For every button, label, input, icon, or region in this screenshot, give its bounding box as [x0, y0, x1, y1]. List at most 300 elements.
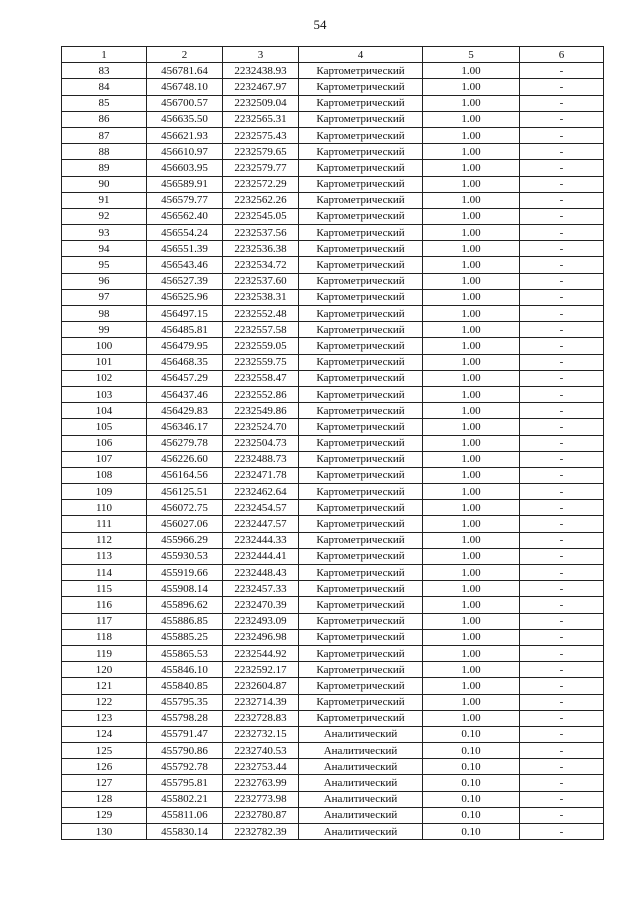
point-number-cell: 121	[62, 678, 147, 694]
x-coordinate-cell: 456497.15	[147, 306, 223, 322]
point-number-cell: 102	[62, 370, 147, 386]
note-cell: -	[520, 694, 604, 710]
accuracy-cell: 1.00	[423, 662, 520, 678]
header-cell-col-4: 4	[299, 47, 423, 63]
note-cell: -	[520, 289, 604, 305]
accuracy-cell: 1.00	[423, 306, 520, 322]
note-cell: -	[520, 192, 604, 208]
table-row	[62, 759, 604, 775]
accuracy-cell: 0.10	[423, 807, 520, 823]
note-cell: -	[520, 306, 604, 322]
x-coordinate-cell: 456279.78	[147, 435, 223, 451]
method-cell: Картометрический	[299, 403, 423, 419]
point-number-cell: 117	[62, 613, 147, 629]
y-coordinate-cell: 2232579.65	[223, 144, 299, 160]
y-coordinate-cell: 2232572.29	[223, 176, 299, 192]
table-row	[62, 63, 604, 79]
table-row	[62, 338, 604, 354]
point-number-cell: 105	[62, 419, 147, 435]
accuracy-cell: 1.00	[423, 79, 520, 95]
point-number-cell: 96	[62, 273, 147, 289]
table-row	[62, 79, 604, 95]
accuracy-cell: 0.10	[423, 759, 520, 775]
method-cell: Картометрический	[299, 662, 423, 678]
x-coordinate-cell: 456551.39	[147, 241, 223, 257]
method-cell: Картометрический	[299, 451, 423, 467]
y-coordinate-cell: 2232575.43	[223, 127, 299, 143]
accuracy-cell: 1.00	[423, 645, 520, 661]
point-number-cell: 99	[62, 322, 147, 338]
y-coordinate-cell: 2232448.43	[223, 565, 299, 581]
table-row	[62, 386, 604, 402]
table-row	[62, 127, 604, 143]
y-coordinate-cell: 2232559.75	[223, 354, 299, 370]
x-coordinate-cell: 456700.57	[147, 95, 223, 111]
point-number-cell: 114	[62, 565, 147, 581]
note-cell: -	[520, 322, 604, 338]
y-coordinate-cell: 2232536.38	[223, 241, 299, 257]
accuracy-cell: 1.00	[423, 111, 520, 127]
accuracy-cell: 0.10	[423, 726, 520, 742]
point-number-cell: 110	[62, 500, 147, 516]
y-coordinate-cell: 2232763.99	[223, 775, 299, 791]
table-row	[62, 613, 604, 629]
table-row	[62, 532, 604, 548]
accuracy-cell: 1.00	[423, 629, 520, 645]
x-coordinate-cell: 455930.53	[147, 548, 223, 564]
accuracy-cell: 1.00	[423, 435, 520, 451]
table-row	[62, 176, 604, 192]
y-coordinate-cell: 2232544.92	[223, 645, 299, 661]
x-coordinate-cell: 456579.77	[147, 192, 223, 208]
x-coordinate-cell: 455795.81	[147, 775, 223, 791]
accuracy-cell: 1.00	[423, 419, 520, 435]
x-coordinate-cell: 455792.78	[147, 759, 223, 775]
method-cell: Картометрический	[299, 645, 423, 661]
note-cell: -	[520, 759, 604, 775]
y-coordinate-cell: 2232462.64	[223, 484, 299, 500]
x-coordinate-cell: 456125.51	[147, 484, 223, 500]
header-cell-col-2: 2	[147, 47, 223, 63]
point-number-cell: 128	[62, 791, 147, 807]
method-cell: Аналитический	[299, 759, 423, 775]
method-cell: Аналитический	[299, 775, 423, 791]
note-cell: -	[520, 775, 604, 791]
accuracy-cell: 1.00	[423, 451, 520, 467]
method-cell: Картометрический	[299, 629, 423, 645]
x-coordinate-cell: 456527.39	[147, 273, 223, 289]
table-row	[62, 419, 604, 435]
header-cell-col-1: 1	[62, 47, 147, 63]
accuracy-cell: 1.00	[423, 403, 520, 419]
y-coordinate-cell: 2232557.58	[223, 322, 299, 338]
y-coordinate-cell: 2232740.53	[223, 743, 299, 759]
y-coordinate-cell: 2232504.73	[223, 435, 299, 451]
accuracy-cell: 1.00	[423, 273, 520, 289]
accuracy-cell: 1.00	[423, 192, 520, 208]
point-number-cell: 83	[62, 63, 147, 79]
point-number-cell: 100	[62, 338, 147, 354]
method-cell: Картометрический	[299, 241, 423, 257]
accuracy-cell: 1.00	[423, 500, 520, 516]
point-number-cell: 104	[62, 403, 147, 419]
point-number-cell: 127	[62, 775, 147, 791]
y-coordinate-cell: 2232773.98	[223, 791, 299, 807]
method-cell: Картометрический	[299, 516, 423, 532]
note-cell: -	[520, 338, 604, 354]
table-row	[62, 257, 604, 273]
y-coordinate-cell: 2232438.93	[223, 63, 299, 79]
point-number-cell: 122	[62, 694, 147, 710]
method-cell: Картометрический	[299, 176, 423, 192]
accuracy-cell: 1.00	[423, 176, 520, 192]
coordinates-table	[61, 46, 604, 840]
method-cell: Картометрический	[299, 160, 423, 176]
method-cell: Картометрический	[299, 435, 423, 451]
x-coordinate-cell: 456781.64	[147, 63, 223, 79]
method-cell: Аналитический	[299, 743, 423, 759]
table-body	[62, 63, 604, 840]
accuracy-cell: 0.10	[423, 824, 520, 840]
note-cell: -	[520, 565, 604, 581]
note-cell: -	[520, 127, 604, 143]
y-coordinate-cell: 2232537.56	[223, 225, 299, 241]
y-coordinate-cell: 2232545.05	[223, 208, 299, 224]
header-cell-col-3: 3	[223, 47, 299, 63]
method-cell: Картометрический	[299, 257, 423, 273]
method-cell: Картометрический	[299, 597, 423, 613]
accuracy-cell: 0.10	[423, 743, 520, 759]
x-coordinate-cell: 455846.10	[147, 662, 223, 678]
method-cell: Картометрический	[299, 500, 423, 516]
method-cell: Картометрический	[299, 273, 423, 289]
note-cell: -	[520, 273, 604, 289]
table-row	[62, 597, 604, 613]
accuracy-cell: 1.00	[423, 548, 520, 564]
x-coordinate-cell: 455830.14	[147, 824, 223, 840]
accuracy-cell: 1.00	[423, 532, 520, 548]
note-cell: -	[520, 484, 604, 500]
table-row	[62, 548, 604, 564]
point-number-cell: 85	[62, 95, 147, 111]
method-cell: Картометрический	[299, 354, 423, 370]
note-cell: -	[520, 435, 604, 451]
y-coordinate-cell: 2232732.15	[223, 726, 299, 742]
method-cell: Аналитический	[299, 791, 423, 807]
point-number-cell: 101	[62, 354, 147, 370]
point-number-cell: 97	[62, 289, 147, 305]
accuracy-cell: 0.10	[423, 791, 520, 807]
method-cell: Картометрический	[299, 386, 423, 402]
method-cell: Картометрический	[299, 370, 423, 386]
accuracy-cell: 0.10	[423, 775, 520, 791]
point-number-cell: 130	[62, 824, 147, 840]
accuracy-cell: 1.00	[423, 370, 520, 386]
x-coordinate-cell: 456479.95	[147, 338, 223, 354]
y-coordinate-cell: 2232444.41	[223, 548, 299, 564]
method-cell: Картометрический	[299, 79, 423, 95]
note-cell: -	[520, 176, 604, 192]
x-coordinate-cell: 456589.91	[147, 176, 223, 192]
method-cell: Картометрический	[299, 111, 423, 127]
y-coordinate-cell: 2232728.83	[223, 710, 299, 726]
x-coordinate-cell: 456485.81	[147, 322, 223, 338]
method-cell: Картометрический	[299, 322, 423, 338]
x-coordinate-cell: 456437.46	[147, 386, 223, 402]
header-cell-col-5: 5	[423, 47, 520, 63]
x-coordinate-cell: 456525.96	[147, 289, 223, 305]
y-coordinate-cell: 2232467.97	[223, 79, 299, 95]
method-cell: Картометрический	[299, 127, 423, 143]
y-coordinate-cell: 2232753.44	[223, 759, 299, 775]
point-number-cell: 94	[62, 241, 147, 257]
table-row	[62, 370, 604, 386]
table-row	[62, 306, 604, 322]
method-cell: Картометрический	[299, 208, 423, 224]
x-coordinate-cell: 456072.75	[147, 500, 223, 516]
point-number-cell: 93	[62, 225, 147, 241]
header-row	[62, 47, 604, 63]
table-header	[62, 47, 604, 63]
x-coordinate-cell: 455908.14	[147, 581, 223, 597]
table-row	[62, 354, 604, 370]
x-coordinate-cell: 456603.95	[147, 160, 223, 176]
note-cell: -	[520, 160, 604, 176]
point-number-cell: 107	[62, 451, 147, 467]
page-number: 54	[313, 17, 327, 32]
x-coordinate-cell: 456429.83	[147, 403, 223, 419]
x-coordinate-cell: 455886.85	[147, 613, 223, 629]
note-cell: -	[520, 516, 604, 532]
note-cell: -	[520, 403, 604, 419]
y-coordinate-cell: 2232493.09	[223, 613, 299, 629]
x-coordinate-cell: 456226.60	[147, 451, 223, 467]
y-coordinate-cell: 2232538.31	[223, 289, 299, 305]
table-row	[62, 208, 604, 224]
note-cell: -	[520, 597, 604, 613]
accuracy-cell: 1.00	[423, 613, 520, 629]
table-row	[62, 403, 604, 419]
table-row	[62, 645, 604, 661]
y-coordinate-cell: 2232782.39	[223, 824, 299, 840]
note-cell: -	[520, 354, 604, 370]
point-number-cell: 90	[62, 176, 147, 192]
point-number-cell: 98	[62, 306, 147, 322]
table-row	[62, 581, 604, 597]
x-coordinate-cell: 456457.29	[147, 370, 223, 386]
note-cell: -	[520, 678, 604, 694]
accuracy-cell: 1.00	[423, 257, 520, 273]
table-row	[62, 273, 604, 289]
table-row	[62, 144, 604, 160]
note-cell: -	[520, 726, 604, 742]
x-coordinate-cell: 455811.06	[147, 807, 223, 823]
accuracy-cell: 1.00	[423, 127, 520, 143]
accuracy-cell: 1.00	[423, 63, 520, 79]
method-cell: Картометрический	[299, 419, 423, 435]
point-number-cell: 84	[62, 79, 147, 95]
accuracy-cell: 1.00	[423, 710, 520, 726]
point-number-cell: 125	[62, 743, 147, 759]
point-number-cell: 112	[62, 532, 147, 548]
note-cell: -	[520, 241, 604, 257]
method-cell: Картометрический	[299, 484, 423, 500]
point-number-cell: 124	[62, 726, 147, 742]
point-number-cell: 116	[62, 597, 147, 613]
accuracy-cell: 1.00	[423, 208, 520, 224]
note-cell: -	[520, 63, 604, 79]
accuracy-cell: 1.00	[423, 386, 520, 402]
point-number-cell: 87	[62, 127, 147, 143]
note-cell: -	[520, 500, 604, 516]
table-row	[62, 192, 604, 208]
accuracy-cell: 1.00	[423, 694, 520, 710]
y-coordinate-cell: 2232562.26	[223, 192, 299, 208]
x-coordinate-cell: 456562.40	[147, 208, 223, 224]
x-coordinate-cell: 455966.29	[147, 532, 223, 548]
table-row	[62, 241, 604, 257]
note-cell: -	[520, 208, 604, 224]
accuracy-cell: 1.00	[423, 467, 520, 483]
y-coordinate-cell: 2232470.39	[223, 597, 299, 613]
y-coordinate-cell: 2232565.31	[223, 111, 299, 127]
point-number-cell: 119	[62, 645, 147, 661]
table-row	[62, 743, 604, 759]
note-cell: -	[520, 548, 604, 564]
y-coordinate-cell: 2232454.57	[223, 500, 299, 516]
table-row	[62, 95, 604, 111]
table-row	[62, 807, 604, 823]
table-row	[62, 500, 604, 516]
note-cell: -	[520, 370, 604, 386]
table-row	[62, 678, 604, 694]
method-cell: Картометрический	[299, 338, 423, 354]
y-coordinate-cell: 2232537.60	[223, 273, 299, 289]
x-coordinate-cell: 456635.50	[147, 111, 223, 127]
note-cell: -	[520, 386, 604, 402]
accuracy-cell: 1.00	[423, 160, 520, 176]
table-row	[62, 791, 604, 807]
x-coordinate-cell: 455791.47	[147, 726, 223, 742]
x-coordinate-cell: 456543.46	[147, 257, 223, 273]
accuracy-cell: 1.00	[423, 225, 520, 241]
point-number-cell: 109	[62, 484, 147, 500]
note-cell: -	[520, 79, 604, 95]
accuracy-cell: 1.00	[423, 484, 520, 500]
table-row	[62, 467, 604, 483]
table-row	[62, 726, 604, 742]
note-cell: -	[520, 629, 604, 645]
y-coordinate-cell: 2232524.70	[223, 419, 299, 435]
note-cell: -	[520, 710, 604, 726]
note-cell: -	[520, 532, 604, 548]
point-number-cell: 89	[62, 160, 147, 176]
table-row	[62, 484, 604, 500]
y-coordinate-cell: 2232592.17	[223, 662, 299, 678]
header-cell-col-6: 6	[520, 47, 604, 63]
table-row	[62, 289, 604, 305]
method-cell: Картометрический	[299, 678, 423, 694]
x-coordinate-cell: 456610.97	[147, 144, 223, 160]
table-row	[62, 516, 604, 532]
method-cell: Картометрический	[299, 467, 423, 483]
accuracy-cell: 1.00	[423, 289, 520, 305]
method-cell: Картометрический	[299, 144, 423, 160]
y-coordinate-cell: 2232579.77	[223, 160, 299, 176]
x-coordinate-cell: 455840.85	[147, 678, 223, 694]
note-cell: -	[520, 144, 604, 160]
method-cell: Картометрический	[299, 95, 423, 111]
note-cell: -	[520, 225, 604, 241]
y-coordinate-cell: 2232558.47	[223, 370, 299, 386]
point-number-cell: 120	[62, 662, 147, 678]
method-cell: Аналитический	[299, 824, 423, 840]
note-cell: -	[520, 581, 604, 597]
accuracy-cell: 1.00	[423, 241, 520, 257]
x-coordinate-cell: 456468.35	[147, 354, 223, 370]
x-coordinate-cell: 455795.35	[147, 694, 223, 710]
note-cell: -	[520, 95, 604, 111]
method-cell: Картометрический	[299, 548, 423, 564]
method-cell: Картометрический	[299, 192, 423, 208]
accuracy-cell: 1.00	[423, 338, 520, 354]
y-coordinate-cell: 2232604.87	[223, 678, 299, 694]
point-number-cell: 123	[62, 710, 147, 726]
note-cell: -	[520, 467, 604, 483]
note-cell: -	[520, 807, 604, 823]
table-row	[62, 565, 604, 581]
table-row	[62, 225, 604, 241]
x-coordinate-cell: 456346.17	[147, 419, 223, 435]
table-row	[62, 451, 604, 467]
method-cell: Аналитический	[299, 807, 423, 823]
note-cell: -	[520, 662, 604, 678]
x-coordinate-cell: 455865.53	[147, 645, 223, 661]
accuracy-cell: 1.00	[423, 354, 520, 370]
point-number-cell: 95	[62, 257, 147, 273]
point-number-cell: 86	[62, 111, 147, 127]
accuracy-cell: 1.00	[423, 144, 520, 160]
point-number-cell: 129	[62, 807, 147, 823]
note-cell: -	[520, 824, 604, 840]
table-row	[62, 710, 604, 726]
note-cell: -	[520, 613, 604, 629]
method-cell: Картометрический	[299, 613, 423, 629]
table-row	[62, 322, 604, 338]
note-cell: -	[520, 791, 604, 807]
accuracy-cell: 1.00	[423, 597, 520, 613]
point-number-cell: 103	[62, 386, 147, 402]
y-coordinate-cell: 2232534.72	[223, 257, 299, 273]
table-row	[62, 435, 604, 451]
table-row	[62, 824, 604, 840]
x-coordinate-cell: 456621.93	[147, 127, 223, 143]
table-row	[62, 629, 604, 645]
y-coordinate-cell: 2232496.98	[223, 629, 299, 645]
accuracy-cell: 1.00	[423, 516, 520, 532]
x-coordinate-cell: 456027.06	[147, 516, 223, 532]
point-number-cell: 118	[62, 629, 147, 645]
y-coordinate-cell: 2232780.87	[223, 807, 299, 823]
method-cell: Картометрический	[299, 63, 423, 79]
accuracy-cell: 1.00	[423, 581, 520, 597]
method-cell: Картометрический	[299, 581, 423, 597]
y-coordinate-cell: 2232444.33	[223, 532, 299, 548]
x-coordinate-cell: 455896.62	[147, 597, 223, 613]
point-number-cell: 92	[62, 208, 147, 224]
note-cell: -	[520, 451, 604, 467]
method-cell: Картометрический	[299, 565, 423, 581]
